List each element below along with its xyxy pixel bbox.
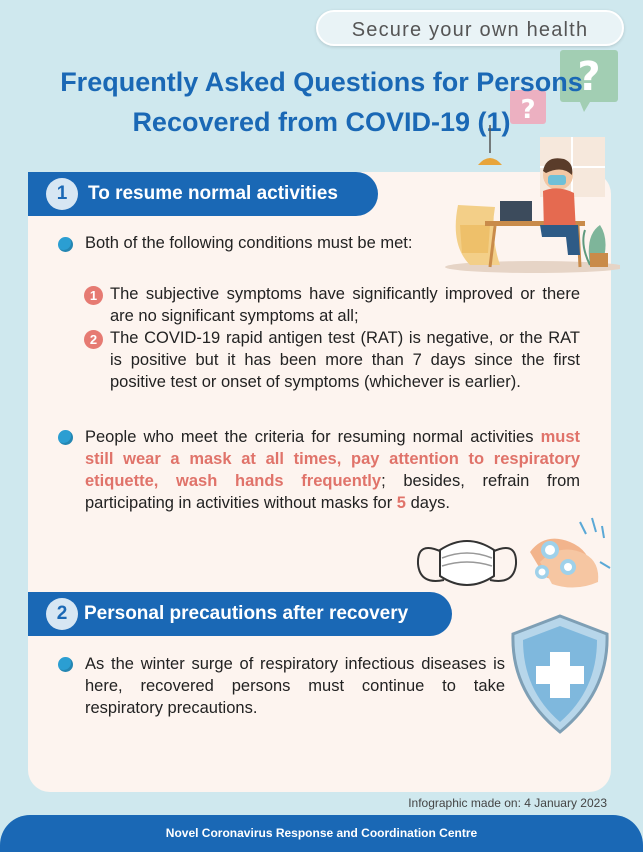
condition1-number: 1	[84, 286, 103, 305]
person-at-laptop-illustration	[440, 125, 620, 275]
section2-bullet1: As the winter surge of respiratory infectious diseases is here, recovered persons must continue to take respiratory precautions.	[85, 655, 505, 717]
section1-number: 1	[46, 178, 78, 210]
face-mask-icon	[412, 530, 522, 596]
section1-header	[28, 172, 378, 216]
bullet2-days-number: 5	[396, 494, 406, 512]
section2-heading: Personal precautions after recovery	[84, 603, 409, 624]
bullet2-highlight: must still wear a mask at all times, pay attention to respiratory etiquette, wash hands frequently	[85, 428, 580, 490]
section1-bullet1: Both of the following conditions must be met:	[85, 234, 413, 252]
infographic-date: Infographic made on: 4 January 2023	[408, 796, 607, 810]
washing-hands-icon	[520, 512, 615, 592]
condition2-number: 2	[84, 330, 103, 349]
tagline-pill: Secure your own health	[316, 10, 624, 46]
condition1-text: The subjective symptoms have significantly improved or there are no significant symptoms at all;	[110, 285, 580, 325]
section1-heading: To resume normal activities	[88, 183, 338, 204]
shield-cross-icon	[505, 612, 615, 737]
bullet-icon	[58, 657, 73, 672]
bullet2-text-a: People who meet the criteria for resuming normal activities	[85, 428, 541, 446]
section1-bullet2	[85, 426, 580, 514]
section2-number: 2	[46, 598, 78, 630]
page-title-line2: Recovered from COVID-19 (1)	[132, 107, 511, 137]
bullet2-text-b: ; besides, refrain from participating in activities without masks for	[85, 472, 580, 512]
svg-text:?: ?	[577, 54, 601, 100]
svg-text:?: ?	[520, 95, 536, 125]
bullet-icon	[58, 430, 73, 445]
bullet-icon	[58, 237, 73, 252]
footer-organization: Novel Coronavirus Response and Coordination Centre	[0, 815, 643, 852]
section2-header	[28, 592, 452, 636]
condition2-text: The COVID-19 rapid antigen test (RAT) is negative, or the RAT is positive but it has been more than 7 days since the first positive test or onset of symptoms (whichever is earlier).	[110, 329, 580, 391]
bullet2-text-c: days.	[405, 494, 451, 512]
page-title-line1: Frequently Asked Questions for Persons	[60, 67, 583, 97]
